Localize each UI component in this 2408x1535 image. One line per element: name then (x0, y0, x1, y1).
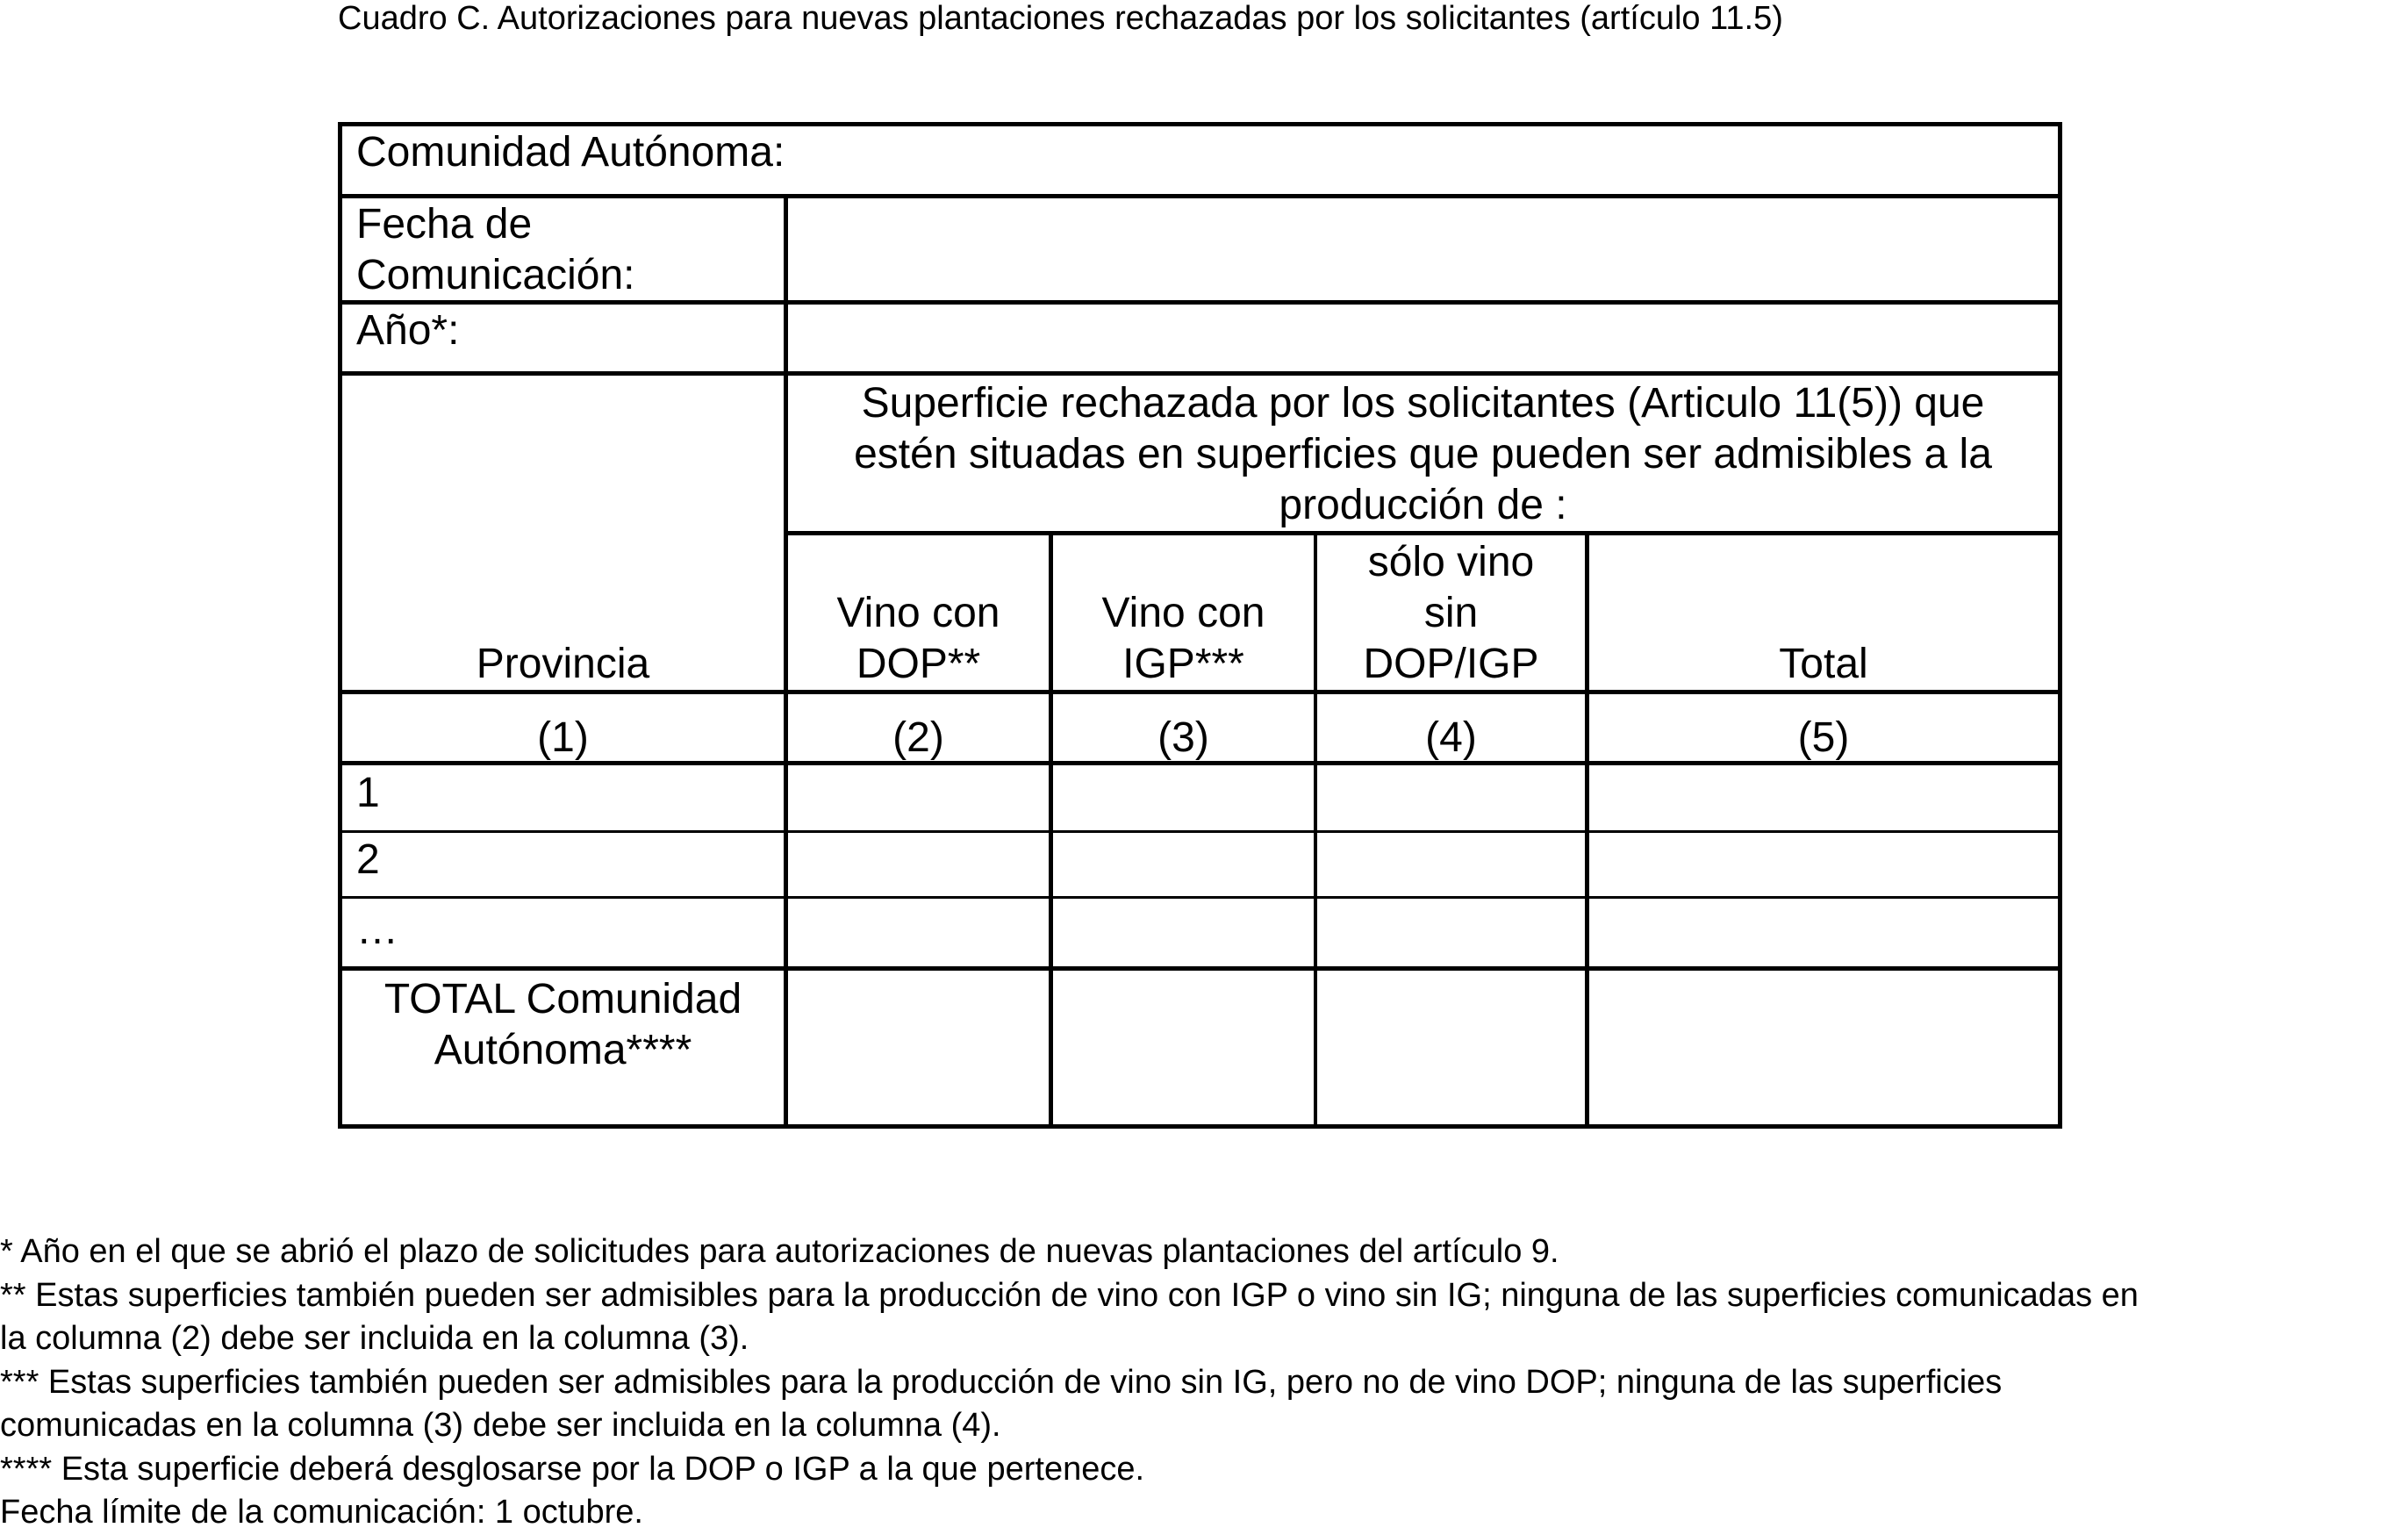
col-number-3: (3) (1157, 714, 1209, 761)
col4-header-line1: sólo vino (1367, 539, 1535, 585)
superficie-header-line2: estén situadas en superficies que pueden ser admisibles a la (854, 431, 1992, 477)
col4-header-line2: sin (1423, 590, 1479, 636)
col5-header: Total (1779, 641, 1868, 687)
table-border-top (338, 122, 2062, 126)
row-label-2: 2 (356, 836, 380, 883)
footnote-3-line2: comunicadas en la columna (3) debe ser incluida en la columna (4). (0, 1407, 1001, 1444)
col-number-5: (5) (1797, 714, 1850, 761)
col3-header-line1: Vino con (1101, 590, 1265, 636)
col3-header-line2: IGP*** (1122, 641, 1244, 687)
total-label-line1: TOTAL Comunidad (383, 976, 742, 1022)
table-caption: Cuadro C. Autorizaciones para nuevas plantaciones rechazadas por los solicitantes (artículo 11.5) (338, 0, 1783, 37)
superficie-header-line3: producción de : (1279, 482, 1567, 528)
total-label-line2: Autónoma**** (434, 1027, 692, 1073)
footnote-2-line1: ** Estas superficies también pueden ser admisibles para la producción de vino con IGP o vino sin IG; ninguna de las superficies comunicadas en (0, 1276, 2139, 1314)
row-label-1: 1 (356, 770, 380, 816)
table-divider (1585, 531, 1589, 1129)
table-border-bottom (338, 1124, 2062, 1129)
fecha-label-line1: Fecha de (356, 201, 533, 247)
footnote-4: **** Esta superficie deberá desglosarse por la DOP o IGP a la que pertenece. (0, 1450, 1145, 1488)
row-label-ellipsis: … (356, 907, 398, 953)
col-number-1: (1) (537, 714, 589, 761)
anio-label: Año*: (356, 307, 460, 354)
superficie-header-line1: Superficie rechazada por los solicitantes (Articulo 11(5)) que (861, 380, 1985, 427)
comunidad-label: Comunidad Autónoma: (356, 129, 785, 176)
table-divider (338, 966, 2062, 971)
col-number-4: (4) (1425, 714, 1477, 761)
table-divider (338, 371, 2062, 376)
footnote-2-line2: la columna (2) debe ser incluida en la columna (3). (0, 1320, 749, 1357)
col2-header-line2: DOP** (856, 641, 981, 687)
table-divider (338, 896, 2062, 899)
col-number-2: (2) (892, 714, 944, 761)
footnotes (0, 1230, 2408, 1535)
table-border-right (2058, 122, 2062, 1129)
footnote-3-line1: *** Estas superficies también pueden ser admisibles para la producción de vino sin IG, pero no de vino DOP; ninguna de las superficies (0, 1363, 2003, 1401)
provincia-header: Provincia (476, 641, 650, 687)
table-divider (338, 830, 2062, 833)
col4-header-line3: DOP/IGP (1363, 641, 1539, 687)
fecha-label-line2: Comunicación: (356, 252, 635, 298)
table-divider (784, 531, 2062, 535)
table-divider (338, 194, 2062, 198)
col2-header-line1: Vino con (836, 590, 1000, 636)
deadline-note: Fecha límite de la comunicación: 1 octubre. (0, 1494, 643, 1531)
footnote-1: * Año en el que se abrió el plazo de solicitudes para autorizaciones de nuevas plantaciones del artículo 9. (0, 1233, 1559, 1270)
table-divider (338, 690, 2062, 694)
